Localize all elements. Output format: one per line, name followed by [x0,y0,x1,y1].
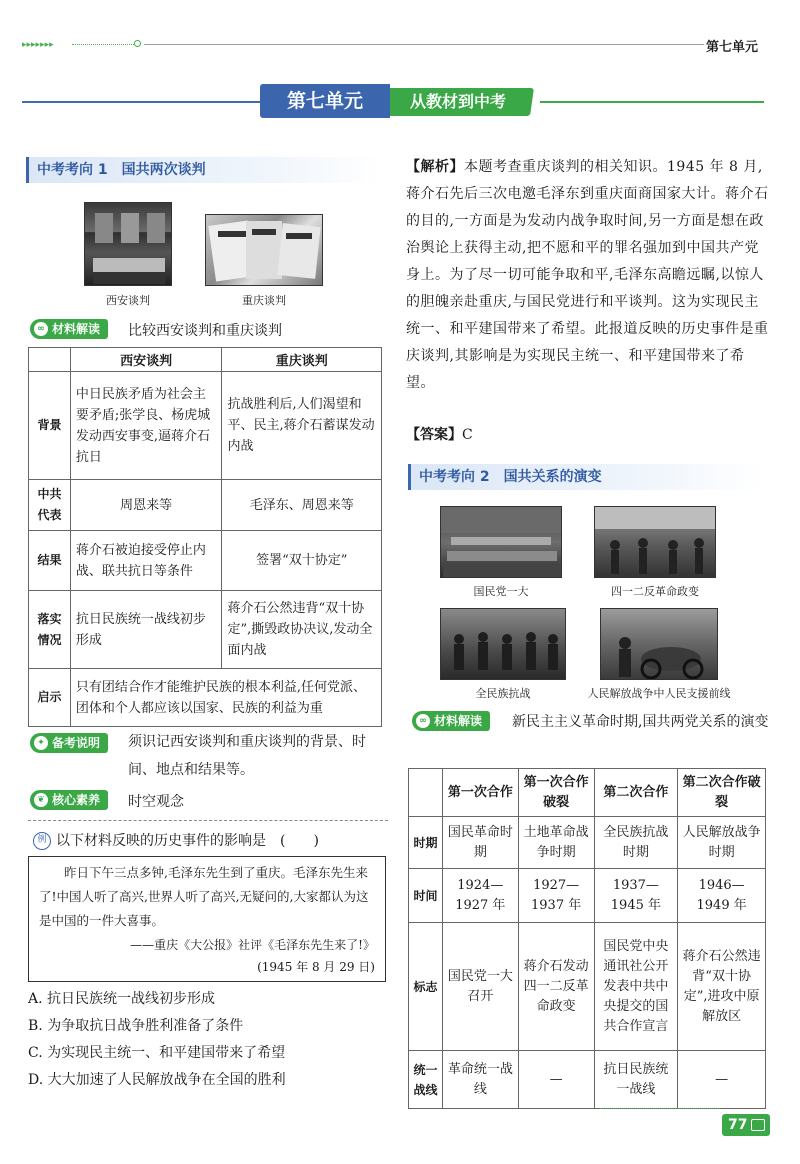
table-row [409,869,766,923]
link-icon: ∞ [416,714,430,728]
comparison-table [28,347,382,727]
section1-title: 中考考向 1 国共两次谈判 [26,157,382,183]
footer-dotted-line [600,1108,720,1109]
answer-line [406,422,606,449]
banner-unit: 第七单元 [260,84,390,118]
core-badge-label: 核心素养 [52,793,101,807]
quote-source: ——重庆《大公报》社评《毛泽东先生来了!》 [130,938,375,952]
table-row [29,669,382,727]
photo-kmt-art [441,507,562,578]
table-header-cell: 第二次合作 [594,769,678,817]
photo-caption: 四一二反革命政变 [611,585,699,598]
table-header-cell [409,769,443,817]
photo-coup-art [595,507,716,578]
photo-caption: 全民族抗战 [475,687,531,700]
table-row [409,923,766,1051]
table-cell: 蒋介石公然违背“双十协定”,撕毁政协决议,发动全面内战 [222,591,382,669]
photo-war-art [441,609,566,680]
table-cell: 签署“双十协定” [222,531,382,591]
photo-xian-talks [84,202,172,286]
core-text: 时空观念 [128,794,184,810]
table-cell: 土地革命战争时期 [518,817,594,869]
photo-april-coup [594,506,716,578]
table-cell: 1946—1949 年 [678,869,766,923]
leaf-icon: ❦ [34,793,48,807]
banner-line-right [540,101,764,103]
header-unit-label: 第七单元 [706,40,759,55]
photo-kmt-congress [440,506,562,578]
row-head: 时期 [409,817,443,869]
photo-caption-chongqing: 重庆谈判 [242,294,286,307]
table-cell: 1927—1937 年 [518,869,594,923]
relations-table [408,768,766,1109]
table-cell: 蒋介石发动四一二反革命政变 [518,923,594,1051]
header-rule [144,44,704,45]
table-cell: 抗日民族统一战线初步形成 [70,591,222,669]
photo-national-war [440,608,566,680]
table-row [29,480,382,531]
table-header-cell: 西安谈判 [70,348,222,372]
link-icon: ∞ [34,322,48,336]
banner-subtitle [382,88,534,116]
core-badge [30,790,108,810]
table-header-cell: 第二次合作破裂 [678,769,766,817]
page-number [722,1114,770,1136]
row-head: 中共代表 [29,480,71,531]
material-badge-2-label: 材料解读 [434,714,483,728]
table-row [409,1051,766,1109]
photo-caption-xian: 西安谈判 [106,294,150,307]
row-head: 启示 [29,669,71,727]
page-number-text: 77 [728,1117,748,1133]
table-header-cell: 第一次合作破裂 [518,769,594,817]
table-cell: 蒋介石被迫接受停止内战、联共抗日等条件 [70,531,222,591]
table-cell-merged: 只有团结合作才能维护民族的根本利益,任何党派、团体和个人都应该以国家、民族的利益为重 [70,669,381,727]
table-cell: 周恩来等 [70,480,222,531]
table-cell: 1924—1927 年 [442,869,518,923]
answer-value: C [462,427,473,443]
quote-text: 昨日下午三点多钟,毛泽东先生到了重庆。毛泽东先生来了!中国人听了高兴,世界人听了高兴,无疑问的,大家都认为这是中国的一件大喜事。 [39,865,369,928]
option-d: D. 大大加速了人民解放战争在全国的胜利 [28,1072,286,1088]
table-row [409,817,766,869]
banner-subtitle-text: 从教材到中考 [409,92,506,111]
table-header-row [409,769,766,817]
material-badge-1-label: 材料解读 [52,322,101,336]
table-cell: 1937—1945 年 [594,869,678,923]
table-cell: 抗日民族统一战线 [594,1051,678,1109]
table-cell: 革命统一战线 [442,1051,518,1109]
material-badge-1-text: 比较西安谈判和重庆谈判 [128,323,282,339]
table-cell: — [518,1051,594,1109]
table-header-row [29,348,382,372]
analysis-block [406,154,772,397]
example-icon: 例 [33,832,51,850]
section2-title: 中考考向 2 国共关系的演变 [408,464,764,490]
row-head: 落实情况 [29,591,71,669]
header-arrows: ▸▸▸▸▸▸▸ [22,40,54,50]
photo-support-front [600,608,718,680]
table-cell: — [678,1051,766,1109]
table-cell: 国民党中央通讯社公开发表中共中央提交的国共合作宣言 [594,923,678,1051]
header-dotted-line [72,44,134,45]
table-cell: 国民革命时期 [442,817,518,869]
book-icon [751,1119,765,1131]
table-cell: 全民族抗战时期 [594,817,678,869]
table-row [29,372,382,480]
question-text: 以下材料反映的历史事件的影响是 ( ) [56,833,319,849]
note-text [128,728,390,784]
table-header-cell: 重庆谈判 [222,348,382,372]
table-cell: 国民党一大召开 [442,923,518,1051]
table-cell: 抗战胜利后,人们渴望和平、民主,蒋介石蓄谋发动内战 [222,372,382,480]
option-b: B. 为争取抗日战争胜利准备了条件 [28,1018,244,1034]
material-badge-1 [30,319,108,339]
banner-line-left [22,101,260,103]
section-separator [28,820,388,821]
quote-box [28,856,386,982]
table-header-cell: 第一次合作 [442,769,518,817]
table-header-cell [29,348,71,372]
table-cell: 蒋介石公然违背“双十协定”,进攻中原解放区 [678,923,766,1051]
photo-caption: 人民解放战争中人民支援前线 [587,687,731,700]
answer-label: 【答案】 [406,427,462,443]
photo-chongqing-art [206,215,323,286]
photo-caption: 国民党一大 [473,585,529,598]
analysis-text: 本题考查重庆谈判的相关知识。1945 年 8 月,蒋介石先后三次电邀毛泽东到重庆面商国家大计。蒋介石的目的,一方面是为发动内战争取时间,另一方面是想在政治舆论上获得主动,把不愿和平的罪名强加到中国共产党身上。为了尽一切可能争取和平,毛泽东高瞻远瞩,以惊人的胆魄亲赴重庆,与国民党进行和平谈判。这为实现民主统一、和平建国带来了希望。此报道反映的历史事件是重庆谈判,其影响是为实现民主统一、和平建国带来了希望。 [406,159,769,391]
bulb-icon: ✦ [34,736,48,750]
option-a: A. 抗日民族统一战线初步形成 [28,991,216,1007]
option-c: C. 为实现民主统一、和平建国带来了希望 [28,1045,286,1061]
table-row [29,531,382,591]
note-badge [30,733,108,753]
table-cell: 毛泽东、周恩来等 [222,480,382,531]
note-badge-label: 备考说明 [52,736,101,750]
photo-xian-talks-art [85,203,172,286]
photo-chongqing-newspapers [205,214,323,286]
table-cell: 中日民族矛盾为社会主要矛盾;张学良、杨虎城发动西安事变,逼蒋介石抗日 [70,372,222,480]
row-head: 统一战线 [409,1051,443,1109]
table-cell: 人民解放战争时期 [678,817,766,869]
row-head: 背景 [29,372,71,480]
row-head: 时间 [409,869,443,923]
photo-support-art [601,609,718,680]
row-head: 结果 [29,531,71,591]
table-row [29,591,382,669]
material-badge-2-text: 新民主主义革命时期,国共两党关系的演变 [512,714,769,730]
row-head: 标志 [409,923,443,1051]
note-text-content: 须识记西安谈判和重庆谈判的背景、时间、地点和结果等。 [128,734,366,778]
header-circle [134,40,141,47]
analysis-label: 【解析】 [406,159,464,175]
quote-date: (1945 年 8 月 29 日) [257,960,375,974]
